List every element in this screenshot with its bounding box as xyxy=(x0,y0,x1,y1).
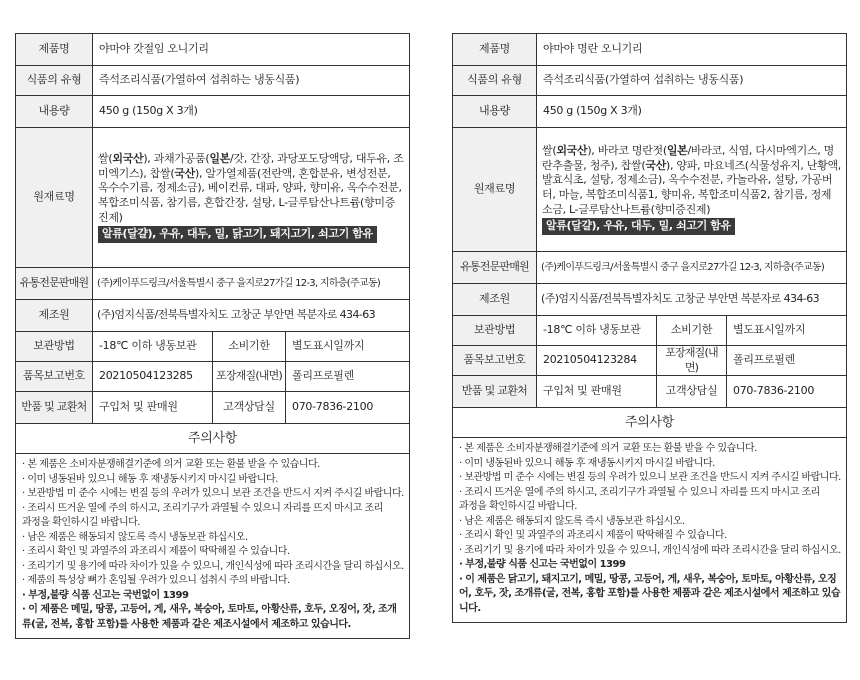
customer-value: 070-7836-2100 xyxy=(727,376,847,408)
returns-value: 구입처 및 판매원 xyxy=(537,376,657,408)
report-no-header: 품목보고번호 xyxy=(453,346,537,376)
notice-item: · 이미 냉동된바 있으니 해동 후 재냉동시키지 마시길 바랍니다. xyxy=(459,457,715,469)
notice-item: · 조리기기 및 용기에 따라 차이가 있을 수 있으니, 개인식성에 따라 조리시간을 달리 하십시오. xyxy=(459,544,841,556)
content-value: 450 g (150g X 3개) xyxy=(93,96,410,128)
notice-item: · 이 제품은 메밀, 땅콩, 고등어, 게, 새우, 복숭아, 토마토, 아황산류, 호두, 오징어, 잣, 조개류(굴, 전복, 홍합 포함)를 사용한 제품과 같은 제조시설에서 제조하고 있습니다. xyxy=(22,604,397,630)
expiry-header: 소비기한 xyxy=(657,316,727,346)
customer-header: 고객상담실 xyxy=(213,392,286,424)
notice-item: · 조리시 확인 및 과열주의 과조리시 제품이 딱딱해질 수 있습니다. xyxy=(459,530,727,542)
notice-item: · 본 제품은 소비자분쟁해결기준에 의거 교환 또는 환불 받을 수 있습니다. xyxy=(459,443,757,455)
notice-item: · 조리기기 및 용기에 따라 차이가 있을 수 있으니, 개인식성에 따라 조리시간을 달리 하십시오. xyxy=(22,560,404,572)
product-label-left xyxy=(15,33,410,639)
ingredients-text: 쌀(외국산), 과채가공품(일본/갓, 간장, 과당포도당액당, 대두유, 조미엑기스), 찹쌀(국산), 알가열제품(전란액, 혼합분유, 변성전분, 옥수수기름, 정제소금), 베이컨류, 대파, 양파, 향미유, 옥수수전분, 복합조미식품, 참기름, 혼합간장, 설탕, L-글루탐산나트륨(향미증진제) xyxy=(98,152,404,224)
expiry-value: 별도표시일까지 xyxy=(727,316,847,346)
customer-value: 070-7836-2100 xyxy=(286,392,410,424)
customer-header: 고객상담실 xyxy=(657,376,727,408)
packaging-header: 포장재질(내면) xyxy=(213,362,286,392)
notice-item: · 이 제품은 닭고기, 돼지고기, 메밀, 땅콩, 고등어, 게, 새우, 복숭아, 토마토, 아황산류, 오징어, 호두, 잣, 조개류(굴, 전복, 홍합 포함)를 사용한 제품과 같은 제조시설에서 제조하고 있습니다. xyxy=(459,573,841,614)
notice-item: · 부정,불량 식품 신고는 국번없이 1399 xyxy=(459,559,626,571)
notice-item: · 조리시 뜨거운 열에 주의 하시고, 조리기구가 과열될 수 있으니 자리를 뜨지 마시고 조리 xyxy=(22,502,383,514)
ingredients-header: 원재료명 xyxy=(453,128,537,252)
notice-item: · 남은 제품은 해동되지 않도록 즉시 냉동보관 하십시오. xyxy=(22,531,248,543)
notice-item: 과정을 확인하시길 바랍니다. xyxy=(22,517,140,529)
ingredients-header: 원재료명 xyxy=(16,128,93,268)
product-name-value: 야마야 갓절임 오니기리 xyxy=(93,34,410,66)
notice-item: · 조리시 뜨거운 열에 주의 하시고, 조리기구가 과열될 수 있으니 자리를 뜨지 마시고 조리 xyxy=(459,486,820,498)
food-type-header: 식품의 유형 xyxy=(16,66,93,96)
distributor-value: (주)케이푸드링크/서울특별시 중구 을지로27가길 12-3, 지하층(주교동) xyxy=(537,252,847,284)
product-name-header: 제품명 xyxy=(16,34,93,66)
product-name-value: 야마야 명란 오니기리 xyxy=(537,34,847,66)
content-header: 내용량 xyxy=(453,96,537,128)
food-type-value: 즉석조리식품(가열하여 섭취하는 냉동식품) xyxy=(537,66,847,96)
manufacturer-header: 제조원 xyxy=(453,284,537,316)
expiry-header: 소비기한 xyxy=(213,332,286,362)
allergy-badge: 알류(달걀), 우유, 대두, 밀, 닭고기, 돼지고기, 쇠고기 함유 xyxy=(98,226,377,243)
returns-header: 반품 및 교환처 xyxy=(453,376,537,408)
storage-header: 보관방법 xyxy=(16,332,93,362)
notice-item: · 이미 냉동된바 있으니 해동 후 재냉동시키지 마시길 바랍니다. xyxy=(22,473,278,485)
notice-item: · 제품의 특성상 뼈가 혼입될 우려가 있으니 섭취시 주의 바랍니다. xyxy=(22,575,290,587)
food-type-value: 즉석조리식품(가열하여 섭취하는 냉동식품) xyxy=(93,66,410,96)
storage-value: -18℃ 이하 냉동보관 xyxy=(537,316,657,346)
packaging-value: 폴리프로필렌 xyxy=(286,362,410,392)
returns-value: 구입처 및 판매원 xyxy=(93,392,213,424)
manufacturer-value: (주)엄지식품/전북특별자치도 고창군 부안면 복분자로 434-63 xyxy=(93,300,410,332)
manufacturer-header: 제조원 xyxy=(16,300,93,332)
notice-title: 주의사항 xyxy=(16,424,410,454)
notice-item: · 부정,불량 식품 신고는 국번없이 1399 xyxy=(22,589,189,601)
notice-item: · 본 제품은 소비자분쟁해결기준에 의거 교환 또는 환불 받을 수 있습니다. xyxy=(22,459,320,471)
storage-value: -18℃ 이하 냉동보관 xyxy=(93,332,213,362)
distributor-header: 유통전문판매원 xyxy=(16,268,93,300)
distributor-header: 유통전문판매원 xyxy=(453,252,537,284)
report-no-value: 20210504123285 xyxy=(93,362,213,392)
notice-item: 과정을 확인하시길 바랍니다. xyxy=(459,501,577,513)
notice-list xyxy=(16,454,410,639)
product-name-header: 제품명 xyxy=(453,34,537,66)
storage-header: 보관방법 xyxy=(453,316,537,346)
distributor-value: (주)케이푸드링크/서울특별시 중구 을지로27가길 12-3, 지하층(주교동) xyxy=(93,268,410,300)
notice-item: · 남은 제품은 해동되지 않도록 즉시 냉동보관 하십시오. xyxy=(459,515,685,527)
ingredients-text: 쌀(외국산), 바라코 명란젓(일본/바라코, 식염, 다시마엑기스, 명란추출물, 청주), 찹쌀(국산), 양파, 마요네즈(식물성유지, 난황액, 발효식초, 설탕, 정제소금), 옥수수전분, 카놀라유, 설탕, 가공버터, 마늘, 복합조미식품1, 향미유, 복합조미식품2, 참기름, 정제소금, L-글루탐산나트륨(향미증진제) xyxy=(542,144,841,216)
content-value: 450 g (150g X 3개) xyxy=(537,96,847,128)
content-header: 내용량 xyxy=(16,96,93,128)
expiry-value: 별도표시일까지 xyxy=(286,332,410,362)
notice-item: · 조리시 확인 및 과열주의 과조리시 제품이 딱딱해질 수 있습니다. xyxy=(22,546,290,558)
notice-list xyxy=(453,438,847,623)
notice-item: · 보관방법 미 준수 시에는 변질 등의 우려가 있으니 보관 조건을 반드시 지켜 주시길 바랍니다. xyxy=(459,472,841,484)
ingredients-value xyxy=(93,128,410,268)
notice-item: · 보관방법 미 준수 시에는 변질 등의 우려가 있으니 보관 조건을 반드시 지켜 주시길 바랍니다. xyxy=(22,488,404,500)
ingredients-value xyxy=(537,128,847,252)
packaging-header: 포장재질(내면) xyxy=(657,346,727,376)
packaging-value: 폴리프로필렌 xyxy=(727,346,847,376)
product-label-right xyxy=(452,33,847,623)
food-type-header: 식품의 유형 xyxy=(453,66,537,96)
returns-header: 반품 및 교환처 xyxy=(16,392,93,424)
report-no-header: 품목보고번호 xyxy=(16,362,93,392)
manufacturer-value: (주)엄지식품/전북특별자치도 고창군 부안면 복분자로 434-63 xyxy=(537,284,847,316)
allergy-badge: 알류(달걀), 우유, 대두, 밀, 쇠고기 함유 xyxy=(542,218,735,235)
report-no-value: 20210504123284 xyxy=(537,346,657,376)
notice-title: 주의사항 xyxy=(453,408,847,438)
